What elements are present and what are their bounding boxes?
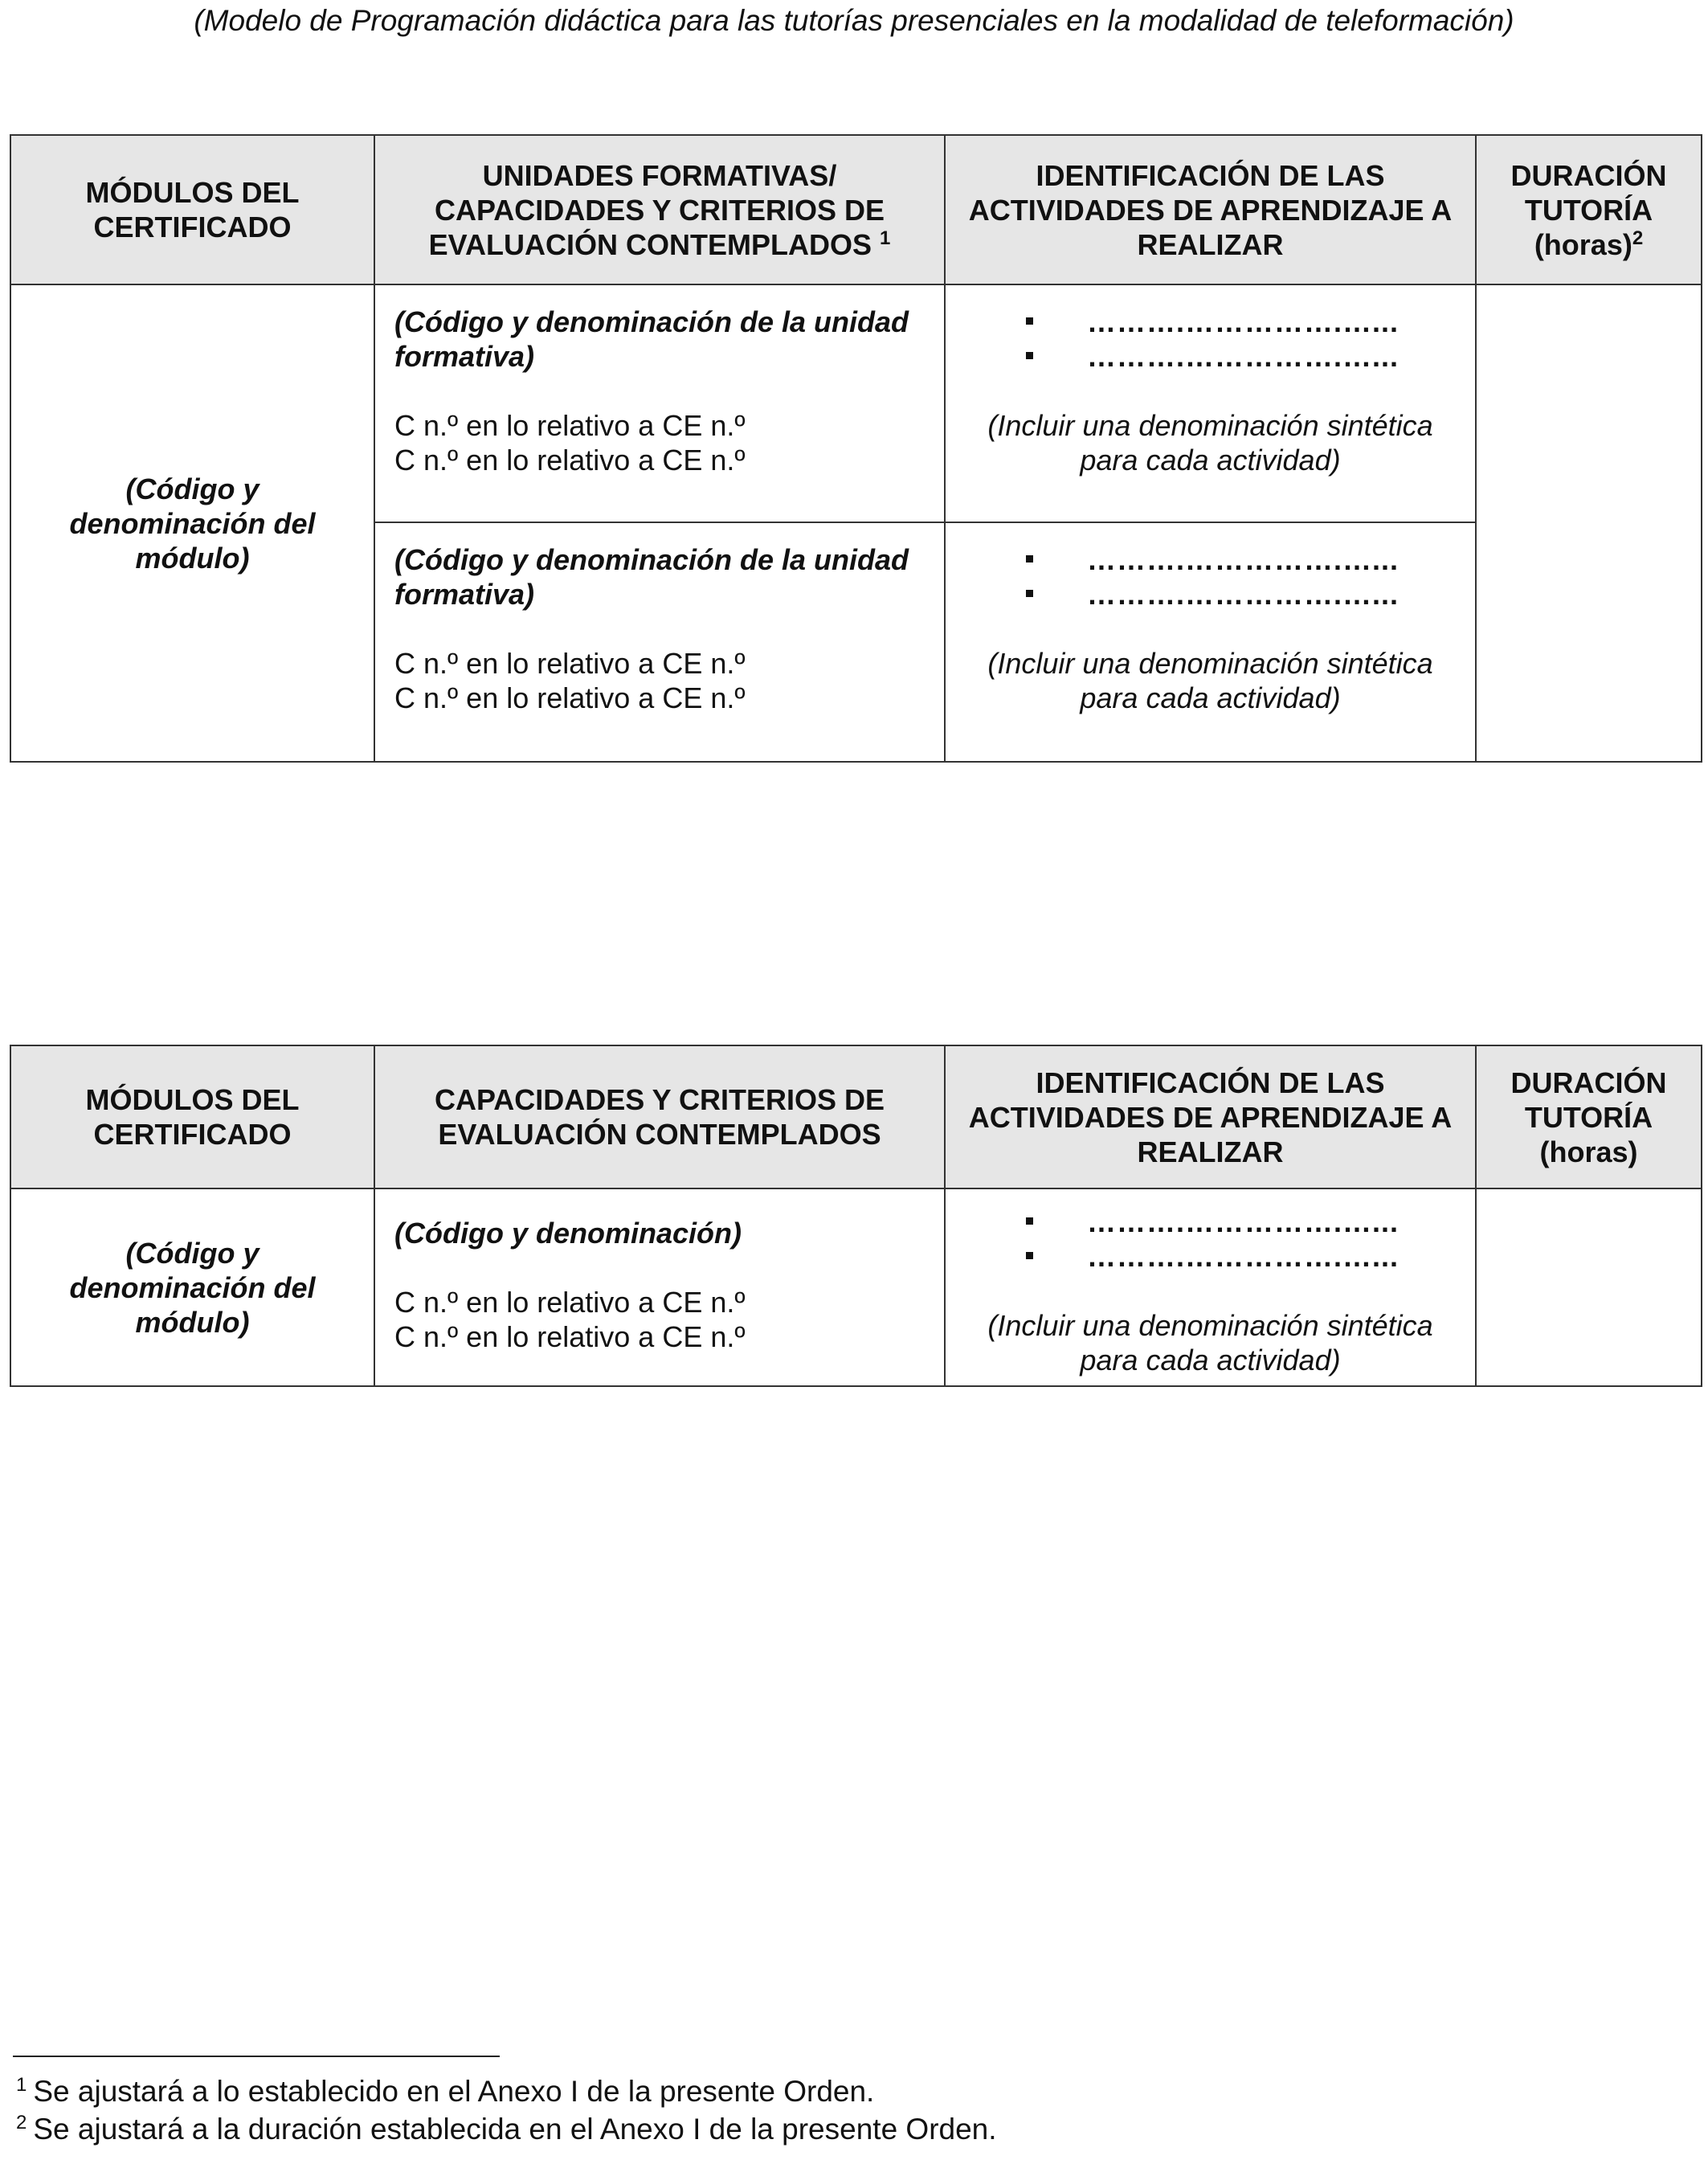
duration-cell xyxy=(1476,1188,1702,1386)
criterion-line: C n.º en lo relativo a CE n.º xyxy=(394,681,746,714)
duration-cell xyxy=(1476,284,1702,762)
module-cell xyxy=(10,1188,374,1386)
activity-bullet xyxy=(1026,1239,1475,1274)
header-duracion-text: DURACIÓN TUTORÍA xyxy=(1510,158,1667,227)
activity-bullets xyxy=(946,1205,1475,1274)
header-modulos xyxy=(10,135,374,284)
activity-note: (Incluir una denominación sintética para cada actividad) xyxy=(987,409,1433,477)
activity-bullets xyxy=(946,305,1475,374)
activity-placeholder: ……….…………….…... xyxy=(1087,305,1399,338)
module-label: (Código y denominación del módulo) xyxy=(69,472,316,575)
activity-note: (Incluir una denominación sintética para cada actividad) xyxy=(987,1309,1433,1377)
header-duracion xyxy=(1476,135,1702,284)
activity-bullet xyxy=(1026,1205,1475,1239)
header-duracion-label xyxy=(1477,158,1701,262)
activity-bullet xyxy=(1026,305,1475,339)
unit-cell xyxy=(374,284,945,522)
footnote-mark: 2 xyxy=(16,2111,27,2133)
header-unidades xyxy=(374,135,945,284)
activity-placeholder: ……….…………….…... xyxy=(1087,1205,1399,1238)
footnote-mark: 1 xyxy=(16,2073,27,2096)
activities-cell xyxy=(945,522,1476,762)
programming-table-units xyxy=(10,134,1702,763)
activity-bullet xyxy=(1026,577,1475,612)
activities-cell xyxy=(945,284,1476,522)
header-capacidades-label: CAPACIDADES Y CRITERIOS DE EVALUACIÓN CONTEMPLADOS xyxy=(434,1083,885,1151)
activity-placeholder: ……….…………….…... xyxy=(1087,578,1399,611)
unit-title: (Código y denominación de la unidad formativa) xyxy=(394,305,909,373)
table-row xyxy=(10,284,1702,522)
header-unidades-label xyxy=(375,158,944,262)
footnote-1 xyxy=(16,2073,874,2110)
footnote-2 xyxy=(16,2111,997,2148)
header-actividades-label: IDENTIFICACIÓN DE LAS ACTIVIDADES DE APRENDIZAJE A REALIZAR xyxy=(968,1066,1453,1168)
criterion-line: C n.º en lo relativo a CE n.º xyxy=(394,409,746,442)
header-actividades xyxy=(945,1045,1476,1188)
criterion-line: C n.º en lo relativo a CE n.º xyxy=(394,1286,746,1319)
header-capacidades xyxy=(374,1045,945,1188)
programming-table-capacities xyxy=(10,1045,1702,1387)
header-modulos xyxy=(10,1045,374,1188)
footnote-divider xyxy=(13,2056,500,2057)
criterion-line: C n.º en lo relativo a CE n.º xyxy=(394,444,746,477)
header-actividades xyxy=(945,135,1476,284)
header-duracion-label xyxy=(1477,1066,1701,1169)
table-header-row xyxy=(10,135,1702,284)
activity-placeholder: ……….…………….…... xyxy=(1087,1240,1399,1273)
header-unidades-text: UNIDADES FORMATIVAS/ CAPACIDADES Y CRITERIOS DE EVALUACIÓN CONTEMPLADOS xyxy=(428,158,885,261)
activity-bullet xyxy=(1026,339,1475,374)
footnote-text: Se ajustará a la duración establecida en el Anexo I de la presente Orden. xyxy=(33,2113,997,2146)
module-cell xyxy=(10,284,374,762)
criterion-line: C n.º en lo relativo a CE n.º xyxy=(394,647,746,680)
footnote-ref-2: 2 xyxy=(1632,227,1644,249)
header-duracion-unit: (horas) xyxy=(1534,227,1632,261)
capacity-cell xyxy=(374,1188,945,1386)
module-label: (Código y denominación del módulo) xyxy=(69,1236,316,1339)
square-bullet-icon xyxy=(1026,317,1033,325)
header-duracion-text: DURACIÓN TUTORÍA xyxy=(1510,1066,1667,1134)
square-bullet-icon xyxy=(1026,590,1033,597)
square-bullet-icon xyxy=(1026,1217,1033,1225)
table-row xyxy=(10,1188,1702,1386)
criterion-line: C n.º en lo relativo a CE n.º xyxy=(394,1320,746,1353)
document-subtitle: (Modelo de Programación didáctica para las tutorías presenciales en la modalidad de teleformación) xyxy=(194,4,1514,37)
header-duracion xyxy=(1476,1045,1702,1188)
activity-bullet xyxy=(1026,542,1475,577)
header-modulos-label: MÓDULOS DEL CERTIFICADO xyxy=(85,1083,300,1151)
square-bullet-icon xyxy=(1026,352,1033,359)
capacity-title: (Código y denominación) xyxy=(394,1217,742,1250)
table-header-row xyxy=(10,1045,1702,1188)
activity-bullets xyxy=(946,542,1475,612)
header-duracion-unit: (horas) xyxy=(1539,1135,1638,1168)
activity-placeholder: ……….…………….…... xyxy=(1087,340,1399,373)
footnote-text: Se ajustará a lo establecido en el Anexo I de la presente Orden. xyxy=(33,2075,875,2108)
unit-title: (Código y denominación de la unidad formativa) xyxy=(394,543,909,611)
footnote-ref-1: 1 xyxy=(880,227,891,249)
header-modulos-label: MÓDULOS DEL CERTIFICADO xyxy=(85,176,300,243)
activity-note: (Incluir una denominación sintética para cada actividad) xyxy=(987,647,1433,714)
activities-cell xyxy=(945,1188,1476,1386)
square-bullet-icon xyxy=(1026,1252,1033,1259)
unit-cell xyxy=(374,522,945,762)
header-actividades-label: IDENTIFICACIÓN DE LAS ACTIVIDADES DE APRENDIZAJE A REALIZAR xyxy=(968,158,1453,261)
activity-placeholder: ……….…………….…... xyxy=(1087,543,1399,576)
square-bullet-icon xyxy=(1026,555,1033,562)
